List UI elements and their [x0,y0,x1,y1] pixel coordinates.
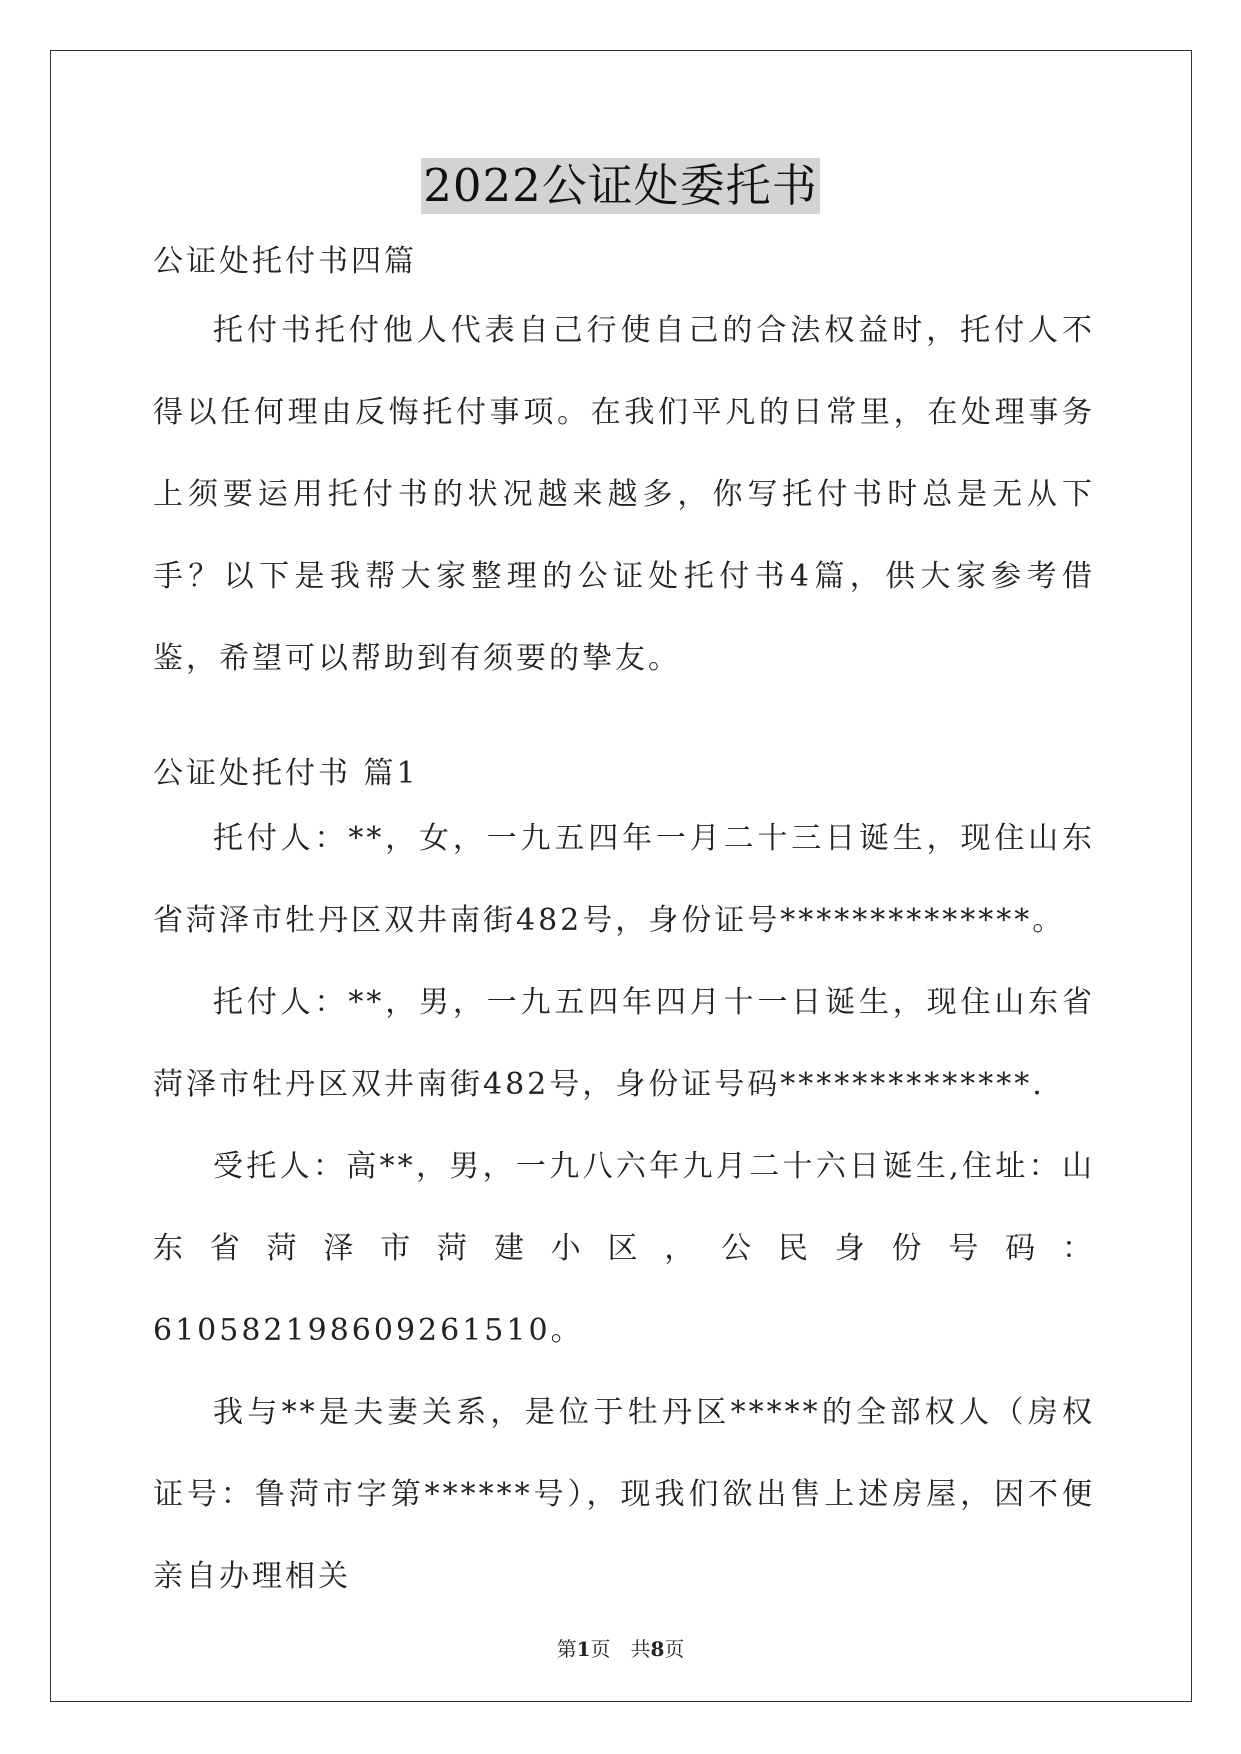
paragraph-agent: 受托人：高**，男，一九八六年九月二十六日诞生,住址：山东省菏泽市菏建小区，公民身份号码：610582198609261510。 [153,1149,1095,1348]
paragraph-principal-1: 托付人：**，女，一九五四年一月二十三日诞生，现住山东省菏泽市牡丹区双井南街482号，身份证号**************。 [153,821,1095,938]
section1-body [153,798,1095,1618]
section-heading: 公证处托付书 篇1 [153,756,419,791]
document-title: 2022公证处委托书 [423,159,818,212]
footer-prefix: 第 [556,1637,577,1661]
footer-total-pages: 8 [650,1637,665,1661]
footer-mid: 页 共 [590,1637,651,1661]
footer-current-page: 1 [576,1637,591,1661]
title-container [0,158,1241,214]
intro-paragraph: 托付书托付他人代表自己行使自己的合法权益时，托付人不得以任何理由反悔托付事项。在我们平凡的日常里，在处理事务上须要运用托付书的状况越来越多，你写托付书时总是无从下手？以下是我帮大家整理的公证处托付书4篇，供大家参考借鉴，希望可以帮助到有须要的挚友。 [153,313,1095,676]
document-subtitle: 公证处托付书四篇 [153,244,417,279]
page-footer [0,1633,1241,1662]
paragraph-statement: 我与**是夫妻关系，是位于牡丹区*****的全部权人（房权证号：鲁菏市字第******号），现我们欲出售上述房屋，因不便亲自办理相关 [153,1395,1095,1594]
footer-suffix: 页 [664,1637,685,1661]
intro-block [153,290,1095,700]
paragraph-principal-2: 托付人：**，男，一九五四年四月十一日诞生，现住山东省菏泽市牡丹区双井南街482号，身份证号码**************. [153,985,1095,1102]
